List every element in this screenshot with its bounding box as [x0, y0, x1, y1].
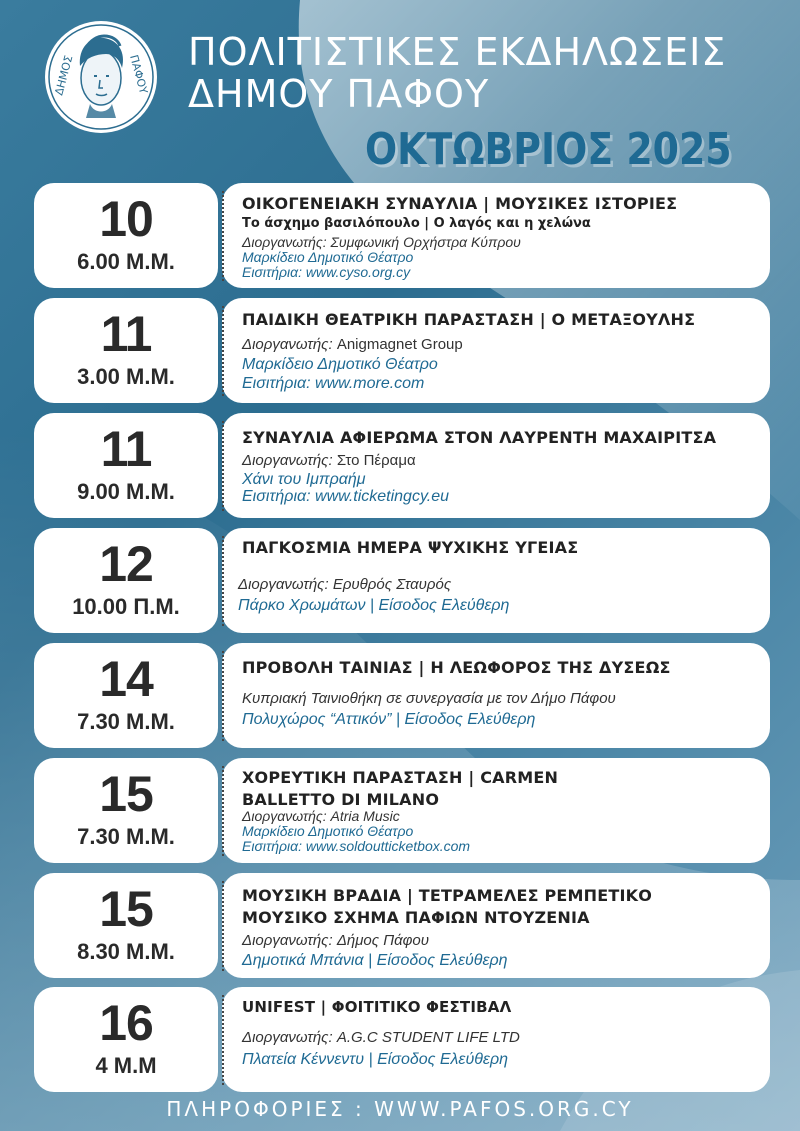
event-card — [222, 413, 770, 518]
event-organizer: Διοργανωτής: A.G.C STUDENT LIFE LTD — [242, 1029, 520, 1046]
pafos-municipality-logo-icon — [42, 18, 160, 136]
event-title: ΣΥΝΑΥΛΙΑ ΑΦΙΕΡΩΜΑ ΣΤΟΝ ΛΑΥΡΕΝΤΗ ΜΑΧΑΙΡΙΤΣΑ — [242, 428, 717, 447]
date-box — [34, 643, 218, 748]
event-day: 16 — [99, 995, 153, 1051]
event-row — [34, 643, 770, 748]
date-box — [34, 758, 218, 863]
event-organizer: Διοργανωτής: Atria Music — [242, 808, 400, 824]
dotted-divider — [222, 191, 224, 281]
dotted-divider — [222, 651, 224, 741]
event-tickets[interactable]: Εισιτήρια: www.ticketingcy.eu — [242, 488, 450, 505]
event-row — [34, 528, 770, 633]
event-row — [34, 298, 770, 403]
event-row — [34, 873, 770, 978]
dotted-divider — [222, 995, 224, 1085]
event-venue: Πάρκο Χρωμάτων | Είσοδος Ελεύθερη — [238, 597, 510, 614]
dotted-divider — [222, 881, 224, 971]
event-time: 9.00 Μ.Μ. — [77, 479, 175, 504]
event-title: ΠΑΙΔΙΚΗ ΘΕΑΤΡΙΚΗ ΠΑΡΑΣΤΑΣΗ | Ο ΜΕΤΑΞΟΥΛΗΣ — [242, 310, 696, 329]
event-card — [222, 298, 770, 403]
event-time: 7.30 Μ.Μ. — [77, 709, 175, 734]
event-title: ΠΡΟΒΟΛΗ ΤΑΙΝΙΑΣ | Η ΛΕΩΦΟΡΟΣ ΤΗΣ ΔΥΣΕΩΣ — [242, 658, 671, 677]
event-title: ΧΟΡΕΥΤΙΚΗ ΠΑΡΑΣΤΑΣΗ | CARMEN — [242, 768, 559, 787]
month-heading: ΟΚΤΩΒΡΙΟΣ 2025 — [365, 124, 732, 175]
event-venue: Μαρκίδειο Δημοτικό Θέατρο — [242, 823, 414, 839]
dotted-divider — [222, 421, 224, 511]
dotted-divider — [222, 766, 224, 856]
event-tickets[interactable]: Εισιτήρια: www.soldoutticketbox.com — [242, 838, 471, 854]
svg-text:ΔΗΜΟΣ: ΔΗΜΟΣ — [52, 53, 76, 97]
svg-text:ΠΑΦΟΥ: ΠΑΦΟΥ — [127, 53, 150, 96]
event-organizer: Κυπριακή Ταινιοθήκη σε συνεργασία με τον Δήμο Πάφου — [242, 690, 616, 707]
event-tickets[interactable]: Εισιτήρια: www.more.com — [242, 375, 425, 392]
event-day: 11 — [100, 421, 152, 477]
date-box — [34, 528, 218, 633]
event-card — [222, 987, 770, 1092]
event-title: ΟΙΚΟΓΕΝΕΙΑΚΗ ΣΥΝΑΥΛΙΑ | ΜΟΥΣΙΚΕΣ ΙΣΤΟΡΙΕΣ — [242, 194, 678, 213]
event-time: 6.00 Μ.Μ. — [77, 249, 175, 274]
event-day: 15 — [99, 766, 153, 822]
event-venue: Δημοτικά Μπάνια | Είσοδος Ελεύθερη — [242, 952, 508, 969]
event-organizer: Διοργανωτής: Στο Πέραμα — [242, 452, 416, 469]
event-time: 7.30 Μ.Μ. — [77, 824, 175, 849]
page-title-line-1: ΠΟΛΙΤΙΣΤΙΚΕΣ ΕΚΔΗΛΩΣΕΙΣ — [188, 30, 727, 74]
event-row — [34, 413, 770, 518]
event-title-line-2: BALLETTO DI MILANO — [242, 790, 440, 809]
event-day: 11 — [100, 306, 152, 362]
event-card — [222, 183, 770, 288]
dotted-divider — [222, 536, 224, 626]
event-title: ΜΟΥΣΙΚΗ ΒΡΑΔΙΑ | ΤΕΤΡΑΜΕΛΕΣ ΡΕΜΠΕΤΙΚΟ — [242, 886, 653, 905]
event-card — [222, 873, 770, 978]
event-time: 10.00 Π.Μ. — [72, 594, 180, 619]
event-venue: Χάνι του Ιμπραήμ — [242, 471, 366, 488]
event-venue: Πολυχώρος “Αττικόν” | Είσοδος Ελεύθερη — [242, 711, 536, 728]
event-day: 10 — [99, 191, 153, 247]
date-box — [34, 298, 218, 403]
event-organizer: Διοργανωτής: Anigmagnet Group — [242, 336, 463, 353]
event-row — [34, 758, 770, 863]
event-time: 4 Μ.Μ — [95, 1053, 157, 1078]
event-venue: Πλατεία Κέννεντυ | Είσοδος Ελεύθερη — [242, 1051, 508, 1068]
page-title-line-2: ΔΗΜΟΥ ΠΑΦΟΥ — [188, 72, 490, 116]
event-tickets[interactable]: Εισιτήρια: www.cyso.org.cy — [242, 264, 411, 280]
event-card — [222, 758, 770, 863]
event-day: 14 — [99, 651, 153, 707]
event-title: ΠΑΓΚΟΣΜΙΑ ΗΜΕΡΑ ΨΥΧΙΚΗΣ ΥΓΕΙΑΣ — [242, 538, 579, 557]
date-box — [34, 413, 218, 518]
event-title-line-2: ΜΟΥΣΙΚΟ ΣΧΗΜΑ ΠΑΦΙΩΝ ΝΤΟΥΖΕΝΙΑ — [242, 908, 590, 927]
event-card — [222, 643, 770, 748]
event-subtitle: Το άσχημο βασιλόπουλο | Ο λαγός και η χελώνα — [242, 216, 591, 231]
event-organizer: Διοργανωτής: Ερυθρός Σταυρός — [238, 576, 452, 593]
event-row — [34, 183, 770, 288]
event-day: 15 — [99, 881, 153, 937]
date-box — [34, 873, 218, 978]
date-box — [34, 183, 218, 288]
date-box — [34, 987, 218, 1092]
event-venue: Μαρκίδειο Δημοτικό Θέατρο — [242, 356, 438, 373]
event-time: 8.30 Μ.Μ. — [77, 939, 175, 964]
event-day: 12 — [99, 536, 153, 592]
event-row — [34, 987, 770, 1092]
event-organizer: Διοργανωτής: Δήμος Πάφου — [242, 932, 430, 949]
event-time: 3.00 Μ.Μ. — [77, 364, 175, 389]
event-card — [222, 528, 770, 633]
dotted-divider — [222, 306, 224, 396]
event-title: UNIFEST | ΦΟΙΤΙΤΙΚΟ ΦΕΣΤΙΒΑΛ — [242, 998, 512, 1016]
info-footer[interactable]: ΠΛΗΡΟΦΟΡΙΕΣ : WWW.PAFOS.ORG.CY — [166, 1097, 634, 1121]
event-organizer: Διοργανωτής: Συμφωνική Ορχήστρα Κύπρου — [242, 234, 521, 250]
event-venue: Μαρκίδειο Δημοτικό Θέατρο — [242, 249, 414, 265]
